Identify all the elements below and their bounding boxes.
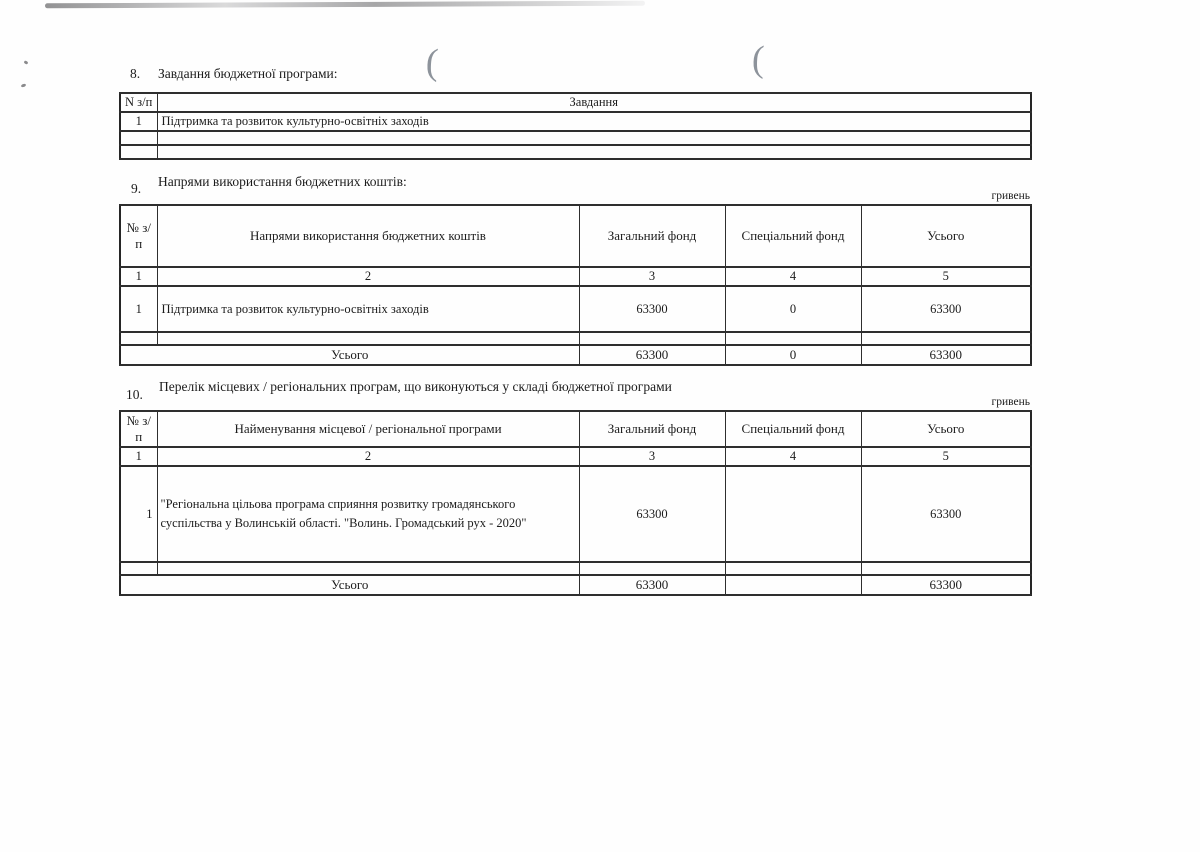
header-special-fund: Спеціальний фонд (725, 411, 861, 447)
col-number: 5 (861, 447, 1031, 466)
header-general-fund: Загальний фонд (579, 205, 725, 267)
program-name: "Регіональна цільова програма сприяння розвитку громадянського суспільства у Волинській області. "Волинь. Громадський рух - 2020" (157, 466, 579, 562)
section-10-title: Перелік місцевих / регіональних програм, що виконуються у складі бюджетної програми (159, 379, 672, 394)
header-program-name: Найменування місцевої / регіональної програми (157, 411, 579, 447)
programs-table (119, 410, 1032, 596)
column-numbers-row (120, 447, 1031, 466)
tasks-header-task: Завдання (157, 93, 1031, 112)
column-numbers-row (120, 267, 1031, 286)
programs-header-row (120, 411, 1031, 447)
currency-label: гривень (991, 396, 1030, 408)
general-fund-value: 63300 (579, 286, 725, 332)
total-general-fund: 63300 (579, 575, 725, 595)
section-9-number: 9. (131, 181, 142, 196)
col-number: 4 (725, 447, 861, 466)
col-number: 4 (725, 267, 861, 286)
empty-cell (157, 145, 1031, 159)
empty-cell (579, 562, 725, 575)
task-row-text: Підтримка та розвиток культурно-освітніх заходів (157, 112, 1031, 131)
header-total: Усього (861, 411, 1031, 447)
currency-label: гривень (991, 190, 1030, 202)
empty-cell (120, 145, 157, 159)
tasks-table (119, 92, 1032, 160)
special-fund-value: 0 (725, 286, 861, 332)
col-number: 1 (120, 447, 157, 466)
header-num: № з/п (120, 411, 157, 447)
empty-cell (861, 332, 1031, 345)
special-fund-value (725, 466, 861, 562)
total-total: 63300 (861, 575, 1031, 595)
col-number: 3 (579, 447, 725, 466)
total-total: 63300 (861, 345, 1031, 365)
header-general-fund: Загальний фонд (579, 411, 725, 447)
programs-data-row (120, 466, 1031, 562)
handwritten-paren-mark: ( (424, 41, 440, 84)
section-10-number: 10. (126, 387, 143, 402)
col-number: 1 (120, 267, 157, 286)
total-value: 63300 (861, 286, 1031, 332)
total-special-fund (725, 575, 861, 595)
empty-cell (157, 131, 1031, 145)
directions-table (119, 204, 1032, 366)
empty-cell (157, 562, 579, 575)
col-number: 3 (579, 267, 725, 286)
section-8-title: Завдання бюджетної програми: (158, 66, 338, 81)
tasks-table-header-row (120, 93, 1031, 112)
scan-smudge (45, 1, 645, 9)
empty-cell (120, 332, 157, 345)
handwritten-paren-mark: ( (751, 38, 766, 81)
row-num: 1 (120, 286, 157, 332)
directions-header-row (120, 205, 1031, 267)
row-num: 1 (120, 466, 157, 562)
total-general-fund: 63300 (579, 345, 725, 365)
tasks-table-empty-row (120, 131, 1031, 145)
directions-total-row (120, 345, 1031, 365)
total-value: 63300 (861, 466, 1031, 562)
programs-empty-row (120, 562, 1031, 575)
empty-cell (861, 562, 1031, 575)
col-number: 5 (861, 267, 1031, 286)
scan-speck (24, 60, 29, 65)
empty-cell (157, 332, 579, 345)
directions-data-row (120, 286, 1031, 332)
tasks-table-row (120, 112, 1031, 131)
direction-name: Підтримка та розвиток культурно-освітніх заходів (157, 286, 579, 332)
tasks-table-empty-row (120, 145, 1031, 159)
directions-empty-row (120, 332, 1031, 345)
total-label: Усього (120, 345, 579, 365)
empty-cell (120, 131, 157, 145)
header-num: № з/п (120, 205, 157, 267)
scan-speck (21, 83, 27, 88)
empty-cell (725, 332, 861, 345)
empty-cell (725, 562, 861, 575)
total-label: Усього (120, 575, 579, 595)
header-total: Усього (861, 205, 1031, 267)
programs-total-row (120, 575, 1031, 595)
header-directions: Напрями використання бюджетних коштів (157, 205, 579, 267)
col-number: 2 (157, 267, 579, 286)
task-row-num: 1 (120, 112, 157, 131)
empty-cell (120, 562, 157, 575)
total-special-fund: 0 (725, 345, 861, 365)
empty-cell (579, 332, 725, 345)
section-9-title: Напрями використання бюджетних коштів: (158, 174, 407, 189)
header-special-fund: Спеціальний фонд (725, 205, 861, 267)
tasks-header-num: N з/п (120, 93, 157, 112)
section-8-number: 8. (130, 66, 141, 81)
col-number: 2 (157, 447, 579, 466)
general-fund-value: 63300 (579, 466, 725, 562)
